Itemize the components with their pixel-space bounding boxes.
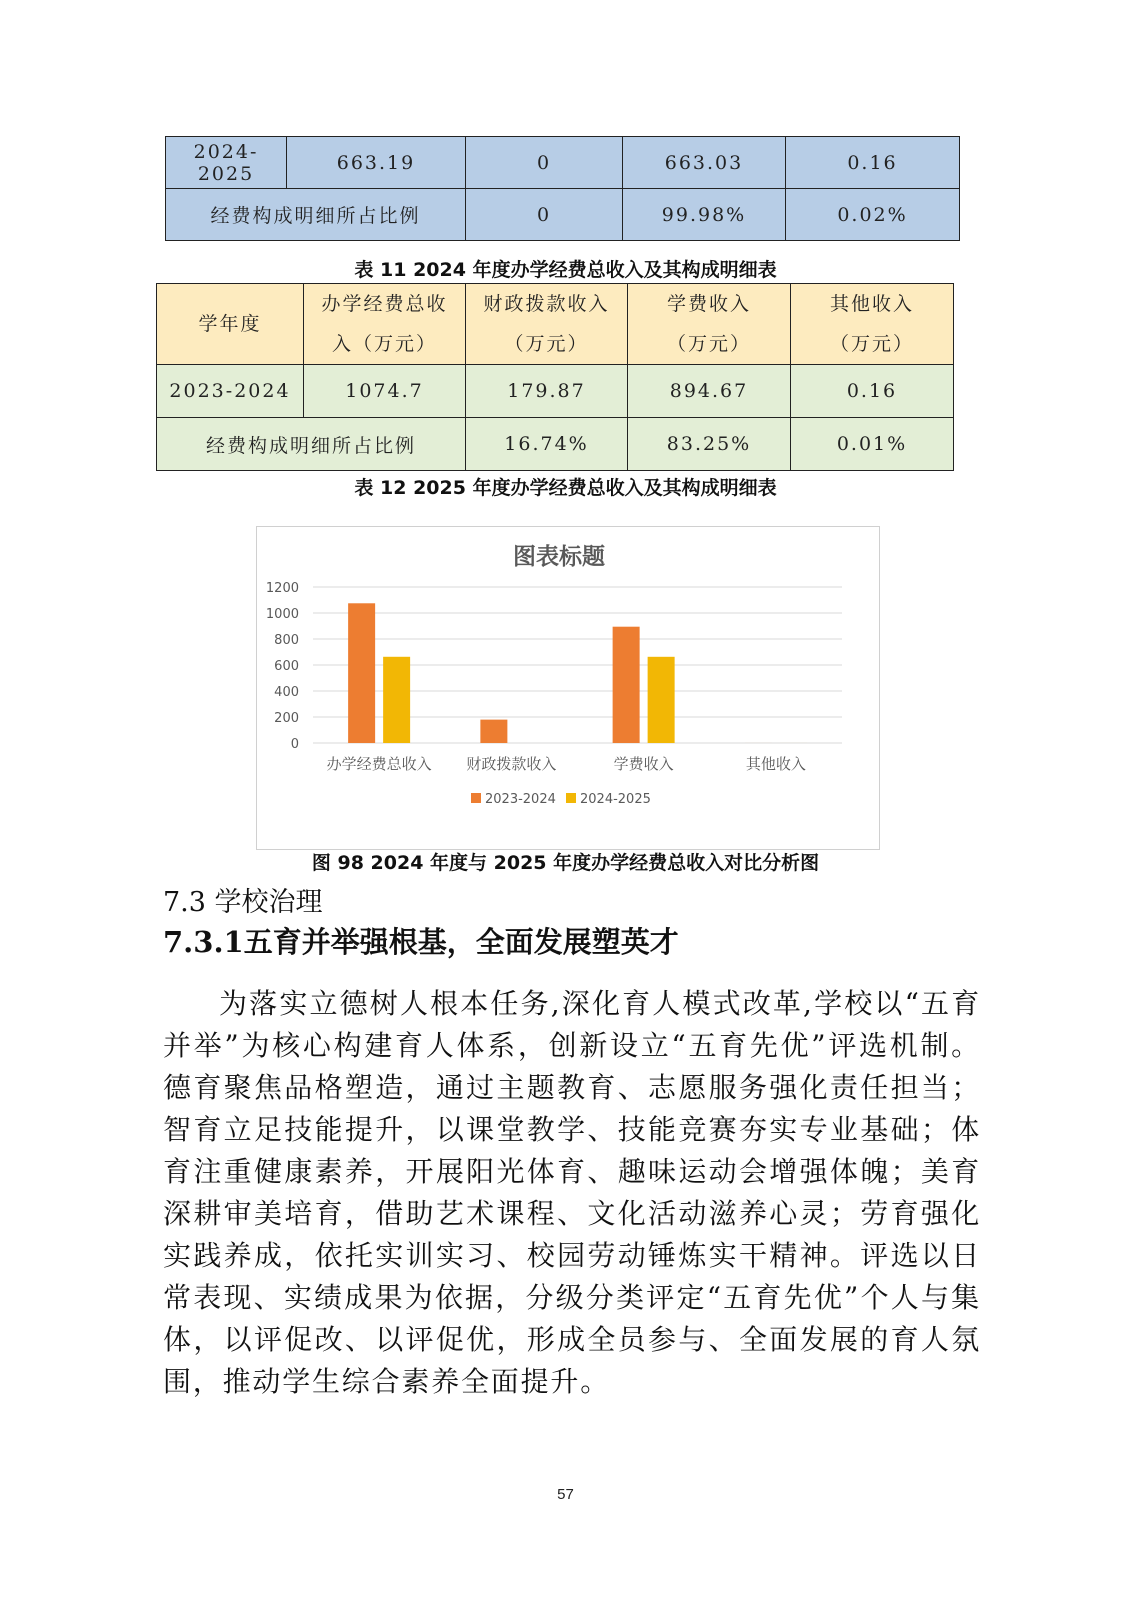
x-tick-label: 学费收入 xyxy=(613,755,674,773)
bar-2024-2025 xyxy=(648,657,675,743)
table-cell: 2023-2024 xyxy=(157,365,304,418)
table-cell: 经费构成明细所占比例 xyxy=(157,418,466,471)
y-tick-label: 1000 xyxy=(265,607,299,622)
header-cell-tuition xyxy=(628,284,791,365)
legend-swatch xyxy=(471,793,481,803)
table-header-row xyxy=(157,284,954,365)
table-11-caption: 表 11 2024 年度办学经费总收入及其构成明细表 xyxy=(354,259,777,281)
header-line: 财政拨款收入 xyxy=(483,293,610,315)
table-1 xyxy=(165,136,960,241)
table-cell: 0 xyxy=(466,137,623,189)
table-12-caption: 表 12 2025 年度办学经费总收入及其构成明细表 xyxy=(354,477,777,499)
chart-svg xyxy=(257,527,879,849)
subsection-heading: 7.3.1五育并举强根基，全面发展塑英才 xyxy=(163,925,679,959)
header-line: 其他收入 xyxy=(829,293,914,315)
y-tick-label: 800 xyxy=(274,633,299,648)
table-row xyxy=(157,418,954,471)
table-cell: 1074.7 xyxy=(304,365,466,418)
x-tick-label: 其他收入 xyxy=(745,755,806,773)
bar-2023-2024 xyxy=(348,603,375,743)
x-tick-label: 财政拨款收入 xyxy=(466,755,557,773)
header-line: 入（万元） xyxy=(331,333,437,355)
table-cell: 16.74% xyxy=(466,418,628,471)
table-cell: 0 xyxy=(466,189,623,241)
header-cell-fiscal xyxy=(466,284,628,365)
table-row xyxy=(166,189,960,241)
legend-swatch xyxy=(566,793,576,803)
header-line: 办学经费总收 xyxy=(321,293,448,315)
bar-2023-2024 xyxy=(613,627,640,743)
table-cell: 663.03 xyxy=(623,137,786,189)
table-cell: 99.98% xyxy=(623,189,786,241)
table-2 xyxy=(156,283,954,471)
table-row xyxy=(157,365,954,418)
figure-98-caption: 图 98 2024 年度与 2025 年度办学经费总收入对比分析图 xyxy=(311,852,820,874)
y-tick-label: 1200 xyxy=(265,581,299,596)
header-cell-year: 学年度 xyxy=(157,284,304,365)
y-tick-label: 400 xyxy=(274,685,299,700)
legend-label: 2024-2025 xyxy=(580,792,651,807)
body-paragraph: 为落实立德树人根本任务,深化育人模式改革,学校以“五育并举”为核心构建育人体系，创新设立“五育先优”评选机制。德育聚焦品格塑造，通过主题教育、志愿服务强化责任担当；智育立足技能提升，以课堂教学、技能竞赛夯实专业基础；体育注重健康素养，开展阳光体育、趣味运动会增强体魄；美育深耕审美培育，借助艺术课程、文化活动滋养心灵；劳育强化实践养成，依托实训实习、校园劳动锤炼实干精神。评选以日常表现、实绩成果为依据，分级分类评定“五育先优”个人与集体，以评促改、以评促优，形成全员参与、全面发展的育人氛围，推动学生综合素养全面提升。 xyxy=(163,987,981,1398)
header-cell-total xyxy=(304,284,466,365)
chart-title: 图表标题 xyxy=(513,544,605,570)
x-tick-label: 办学经费总收入 xyxy=(326,755,432,773)
header-line: （万元） xyxy=(666,333,751,355)
table-cell: 2024-2025 xyxy=(166,137,287,189)
table-cell: 663.19 xyxy=(287,137,466,189)
bar-2024-2025 xyxy=(383,657,410,743)
table-cell: 0.16 xyxy=(786,137,960,189)
table-cell: 894.67 xyxy=(628,365,791,418)
section-heading: 7.3 学校治理 xyxy=(163,887,323,918)
table-cell: 经费构成明细所占比例 xyxy=(166,189,466,241)
header-line: （万元） xyxy=(504,333,589,355)
y-tick-label: 600 xyxy=(274,659,299,674)
header-line: （万元） xyxy=(829,333,914,355)
table-cell: 0.02% xyxy=(786,189,960,241)
y-tick-label: 0 xyxy=(290,737,299,752)
table-cell: 83.25% xyxy=(628,418,791,471)
header-cell-other xyxy=(791,284,954,365)
table-cell: 0.16 xyxy=(791,365,954,418)
bar-chart xyxy=(256,526,880,850)
page-number: 57 xyxy=(557,1486,574,1503)
legend-label: 2023-2024 xyxy=(485,792,556,807)
table-row xyxy=(166,137,960,189)
y-tick-label: 200 xyxy=(274,711,299,726)
table-cell: 179.87 xyxy=(466,365,628,418)
table-cell: 0.01% xyxy=(791,418,954,471)
header-line: 学费收入 xyxy=(666,293,751,315)
bar-2023-2024 xyxy=(480,720,507,743)
